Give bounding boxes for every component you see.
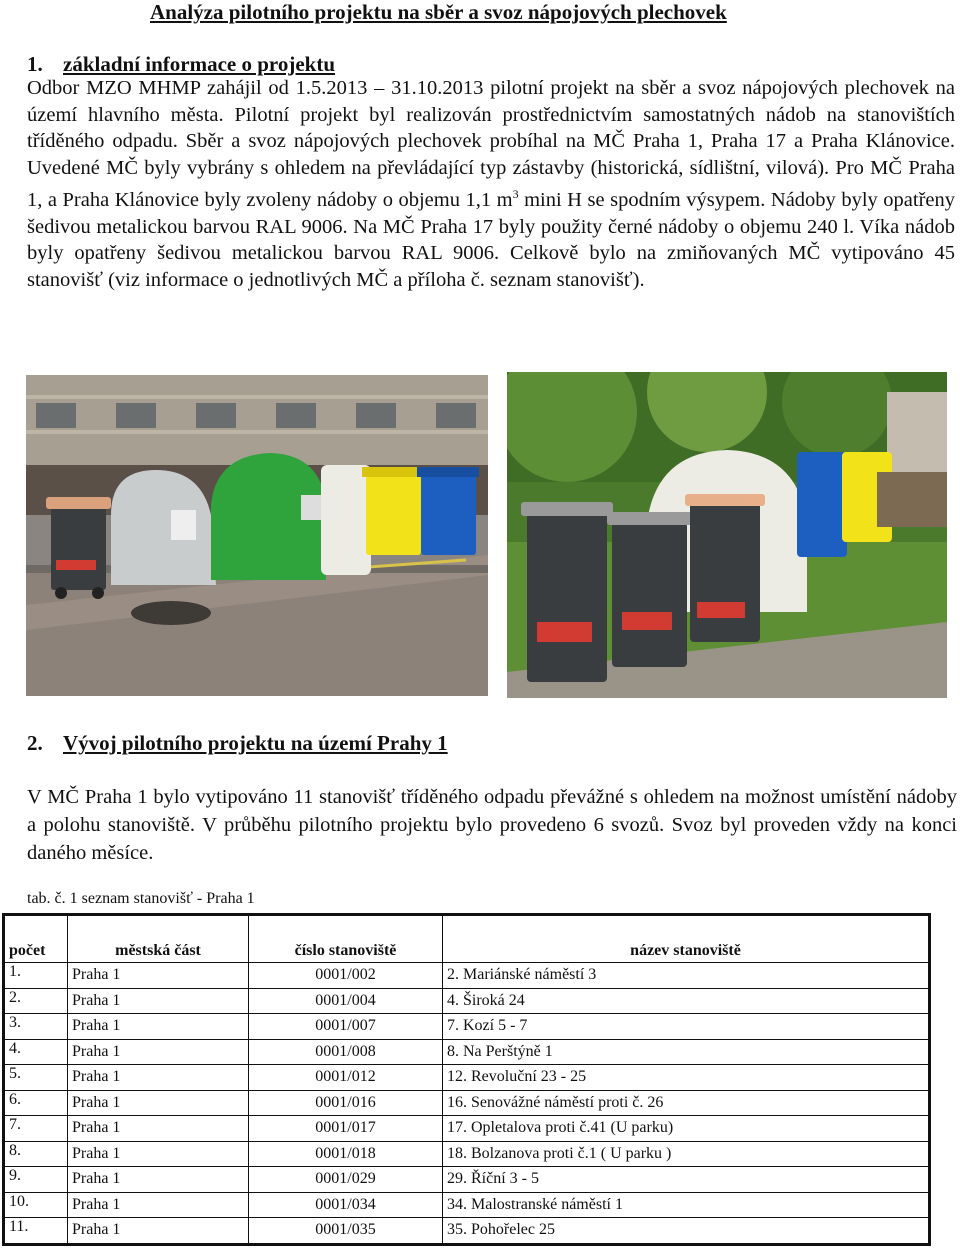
row-district: Praha 1: [68, 1039, 249, 1065]
section-1-paragraph: [27, 75, 955, 294]
row-site-number: 0001/016: [249, 1090, 443, 1116]
row-count: 5.: [4, 1065, 68, 1091]
row-site-name: 17. Opletalova proti č.41 (U parku): [443, 1116, 930, 1142]
row-count: 1.: [4, 963, 68, 989]
header-site-number: číslo stanoviště: [249, 915, 443, 963]
row-district: Praha 1: [68, 988, 249, 1014]
header-site-name: název stanoviště: [443, 915, 930, 963]
row-site-number: 0001/012: [249, 1065, 443, 1091]
section-2-text: V MČ Praha 1 bylo vytipováno 11 stanovišť tříděného odpadu převážné s ohledem na možnost umístění nádoby a polohu stanoviště. V průběhu pilotního projektu bylo provedeno 6 svozů. Svoz byl proveden vždy na konci daného měsíce.: [27, 786, 957, 864]
table-row: [4, 1192, 930, 1218]
table-row: [4, 1218, 930, 1245]
section-2-number: 2.: [27, 731, 43, 755]
table-header-row: [4, 915, 930, 963]
row-site-number: 0001/007: [249, 1014, 443, 1040]
header-district: městská část: [68, 915, 249, 963]
paragraph-part-2: mini H se spodním výsypem. Nádoby byly opatřeny šedivou metalickou barvou RAL 9006. Na MČ Praha 17 byly použity černé nádoby o objemu 240 l. Víka nádob byly opatřeny šedivou metalickou barvou RAL 9006. Celkově bylo na zmiňovaných MČ vytipováno 45 stanovišť (viz informace o jednotlivých MČ a příloha č. seznam stanovišť).: [27, 189, 955, 291]
table-row: [4, 963, 930, 989]
row-district: Praha 1: [68, 1090, 249, 1116]
section-2-heading: [27, 731, 448, 756]
row-site-number: 0001/017: [249, 1116, 443, 1142]
row-count: 2.: [4, 988, 68, 1014]
document-title: Analýza pilotního projektu na sběr a svoz nápojových plechovek: [150, 0, 727, 24]
sites-table: [2, 913, 931, 1246]
header-count: počet: [4, 915, 68, 963]
row-site-number: 0001/018: [249, 1141, 443, 1167]
table-row: [4, 1065, 930, 1091]
row-district: Praha 1: [68, 1192, 249, 1218]
row-site-name: 16. Senovážné náměstí proti č. 26: [443, 1090, 930, 1116]
row-district: Praha 1: [68, 1014, 249, 1040]
row-district: Praha 1: [68, 1167, 249, 1193]
row-site-name: 4. Široká 24: [443, 988, 930, 1014]
row-count: 4.: [4, 1039, 68, 1065]
row-site-number: 0001/029: [249, 1167, 443, 1193]
table-row: [4, 1141, 930, 1167]
row-count: 7.: [4, 1116, 68, 1142]
row-site-number: 0001/002: [249, 963, 443, 989]
row-site-name: 29. Říční 3 - 5: [443, 1167, 930, 1193]
row-count: 9.: [4, 1167, 68, 1193]
row-district: Praha 1: [68, 1218, 249, 1245]
row-site-name: 2. Mariánské náměstí 3: [443, 963, 930, 989]
row-count: 10.: [4, 1192, 68, 1218]
row-site-name: 18. Bolzanova proti č.1 ( U parku ): [443, 1141, 930, 1167]
row-count: 3.: [4, 1014, 68, 1040]
row-district: Praha 1: [68, 1065, 249, 1091]
row-site-name: 12. Revoluční 23 - 25: [443, 1065, 930, 1091]
table-row: [4, 1116, 930, 1142]
row-district: Praha 1: [68, 1116, 249, 1142]
table-row: [4, 1167, 930, 1193]
row-site-name: 34. Malostranské náměstí 1: [443, 1192, 930, 1218]
superscript-3: 3: [512, 187, 519, 202]
row-district: Praha 1: [68, 963, 249, 989]
row-site-number: 0001/035: [249, 1218, 443, 1245]
photo-bins-grass: [507, 372, 947, 698]
table-row: [4, 988, 930, 1014]
photo-bins-street: [26, 375, 488, 696]
row-site-name: 35. Pohořelec 25: [443, 1218, 930, 1245]
table-caption: tab. č. 1 seznam stanovišť - Praha 1: [27, 890, 255, 907]
row-site-number: 0001/004: [249, 988, 443, 1014]
row-site-number: 0001/034: [249, 1192, 443, 1218]
paragraph-part-1: Odbor MZO MHMP zahájil od 1.5.2013 – 31.10.2013 pilotní projekt na sběr a svoz nápojových plechovek na území hlavního města. Pilotní projekt byl realizován prostřednictvím samostatných nádob na stanovištích tříděného odpadu. Sběr a svoz nápojových plechovek probíhal na MČ Praha 1, Praha 17 a Praha Klánovice. Uvedené MČ byly vybrány s ohledem na převládající typ zástavby (historická, sídlištní, vilová). Pro MČ Praha 1, a Praha Klánovice byly zvoleny nádoby o objemu 1,1 m: [27, 77, 955, 212]
table-row: [4, 1090, 930, 1116]
section-2-paragraph: [27, 783, 957, 867]
table-row: [4, 1039, 930, 1065]
row-count: 8.: [4, 1141, 68, 1167]
row-site-name: 8. Na Perštýně 1: [443, 1039, 930, 1065]
row-site-number: 0001/008: [249, 1039, 443, 1065]
section-1-heading: [27, 52, 335, 77]
row-site-name: 7. Kozí 5 - 7: [443, 1014, 930, 1040]
table-row: [4, 1014, 930, 1040]
section-2-title: Vývoj pilotního projektu na území Prahy 1: [63, 731, 448, 755]
section-1-title: základní informace o projektu: [63, 52, 336, 76]
row-count: 6.: [4, 1090, 68, 1116]
section-1-number: 1.: [27, 52, 43, 76]
row-district: Praha 1: [68, 1141, 249, 1167]
row-count: 11.: [4, 1218, 68, 1245]
